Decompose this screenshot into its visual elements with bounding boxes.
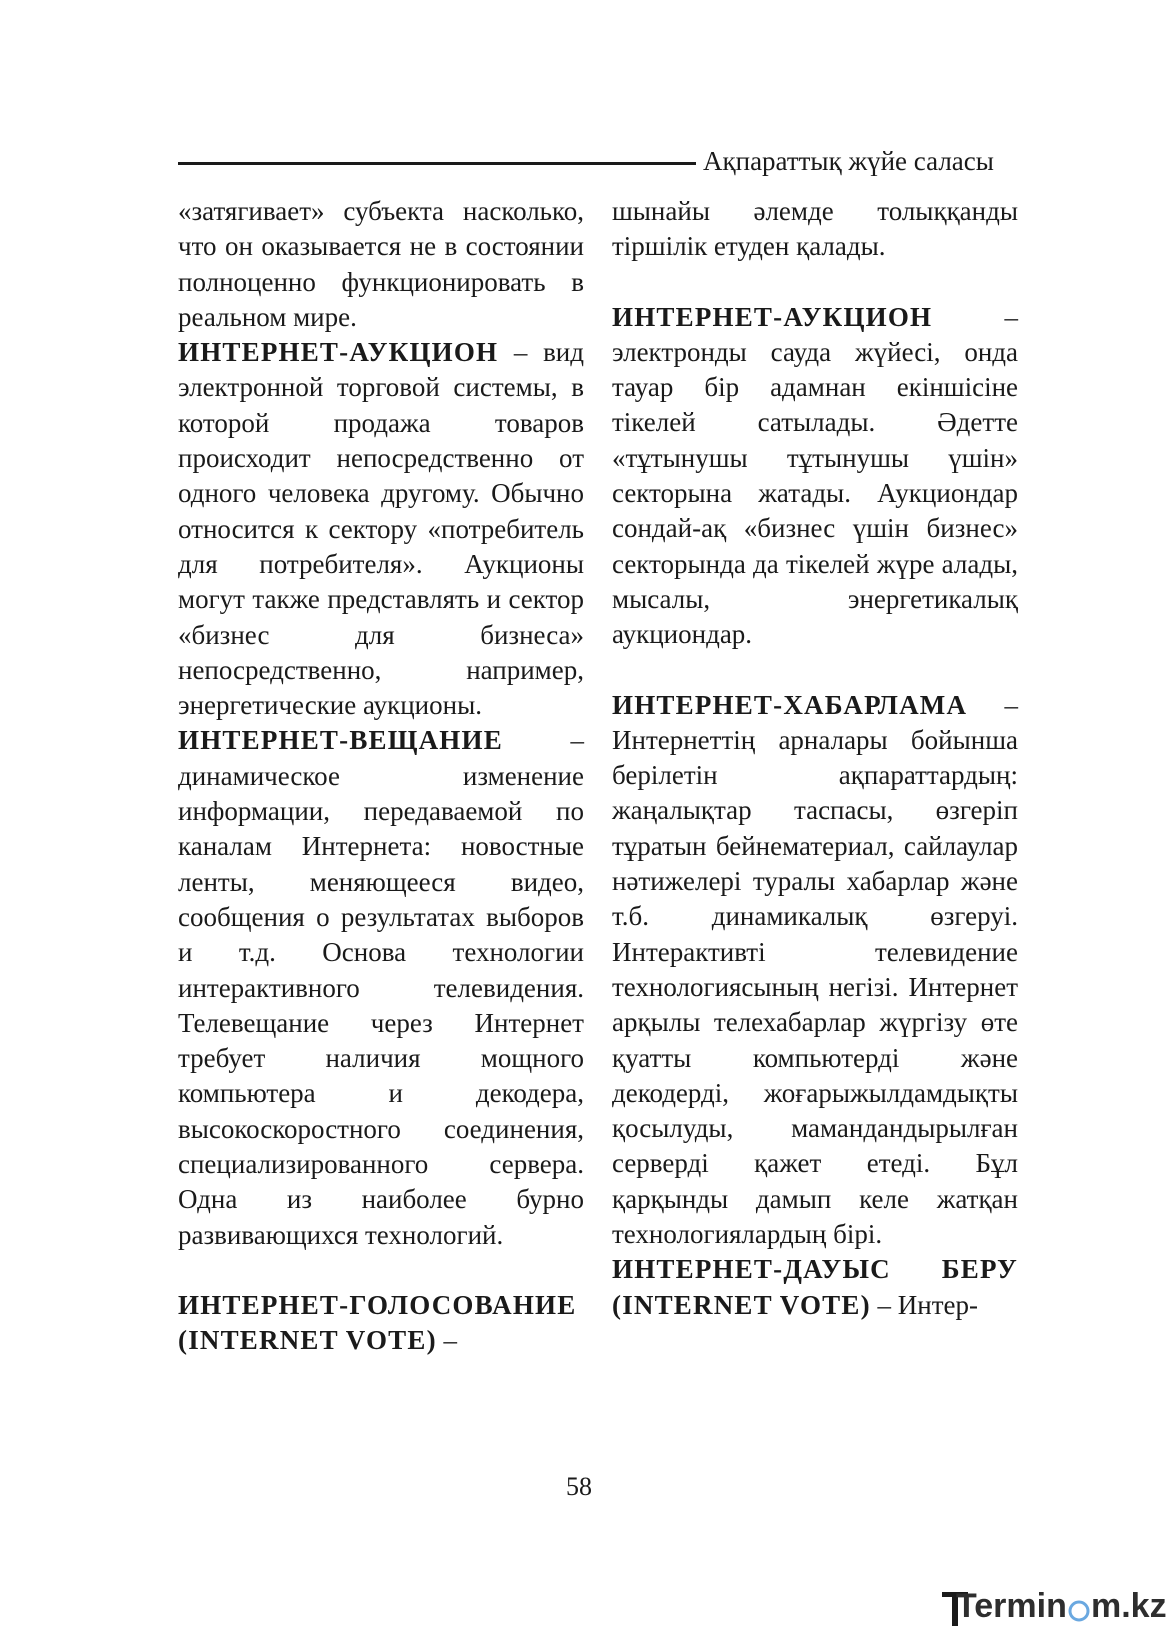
entry (178, 1288, 584, 1359)
entry-body: вид электронной торговой системы, в которой продажа товаров происходит непосредственно от одного человека другому. Обычно относится к сектору «потребитель для потребителя». Аукционы могут также представлять и сектор «бизнес для бизнеса» непосредственно, например, энергетические аукционы. (178, 337, 584, 721)
page-number: 58 (566, 1472, 592, 1501)
entry (178, 335, 584, 723)
entry-term: ИНТЕРНЕТ-АУКЦИОН (178, 337, 499, 368)
running-header: Ақпараттық жүйе саласы (703, 146, 994, 176)
entry-term: ИНТЕРНЕТ-ДАУЫС БЕРУ (INTERNET VOTE) (612, 1254, 1018, 1320)
entry-term: ИНТЕРНЕТ-ВЕЩАНИЕ (178, 725, 503, 756)
watermark-text-2: m.kz (1091, 1587, 1167, 1625)
header-rule (178, 162, 696, 165)
entry (612, 300, 1018, 653)
entry-continuation (612, 194, 1018, 265)
dash: – (443, 1325, 458, 1356)
watermark-text-1: Termin (956, 1587, 1067, 1625)
entry (178, 723, 584, 1252)
dash: – (1004, 689, 1018, 720)
globe-icon (1070, 1602, 1088, 1620)
dash: – (570, 725, 584, 756)
entry-body: Интер- (897, 1289, 979, 1320)
entry-term: ИНТЕРНЕТ-ХАБАРЛАМА (612, 689, 968, 720)
entry-continuation (178, 194, 584, 335)
entry-body: Интернеттің арналары бойынша берілетін ақпараттардың: жаңалықтар таспасы, өзгеріп тұратын бейнематериал, сайлаулар нәтижелері туралы хабарлар және т.б. динамикалық өзгеруі. Интерактивті телевидение технологиясының негізі. Интернет арқылы телехабарлар жүргізу өте қуатты компьютерді және декодерді, жоғарыжылдамдықты қосылуды, мамандандырылған серверді қажет етеді. Бұл қарқынды дамып келе жатқан технологиялардың бірі. (612, 724, 1018, 1250)
entry (612, 688, 1018, 1253)
dash: – (1004, 301, 1018, 332)
watermark-logo (940, 1584, 1167, 1630)
left-column-russian (178, 194, 584, 1359)
entry-term: ИНТЕРНЕТ-АУКЦИОН (612, 301, 933, 332)
entry (612, 1252, 1018, 1323)
entry-body: шынайы әлемде толыққанды тіршілік етуден қалады. (612, 196, 1018, 262)
entry-body: «затягивает» субъекта насколько, что он оказывается не в состоянии полноценно функционировать в реальном мире. (178, 196, 584, 332)
entry-body: динамическое изменение информации, передаваемой по каналам Интернета: новостные ленты, меняющееся видео, сообщения о результатах выборов и т.д. Основа технологии интерактивного телевидения. Телевещание через Интернет требует наличия мощного компьютера и декодера, высокоскоростного соединения, специализированного сервера. Одна из наиболее бурно развивающихся технологий. (178, 760, 584, 1250)
right-column-kazakh (612, 194, 1018, 1323)
entry-term: ИНТЕРНЕТ-ГОЛОСОВАНИЕ (INTERNET VOTE) (178, 1289, 577, 1356)
dash: – (513, 337, 528, 368)
entry-body: электронды сауда жүйесі, онда тауар бір адамнан екіншісіне тікелей сатылады. Әдетте «тұтынушы тұтынушы үшін» секторына жатады. Аукциондар сондай-ақ «бизнес үшін бизнес» секторында да тікелей жүре алады, мысалы, энергетикалық аукциондар. (612, 336, 1018, 650)
dash: – (877, 1289, 892, 1320)
